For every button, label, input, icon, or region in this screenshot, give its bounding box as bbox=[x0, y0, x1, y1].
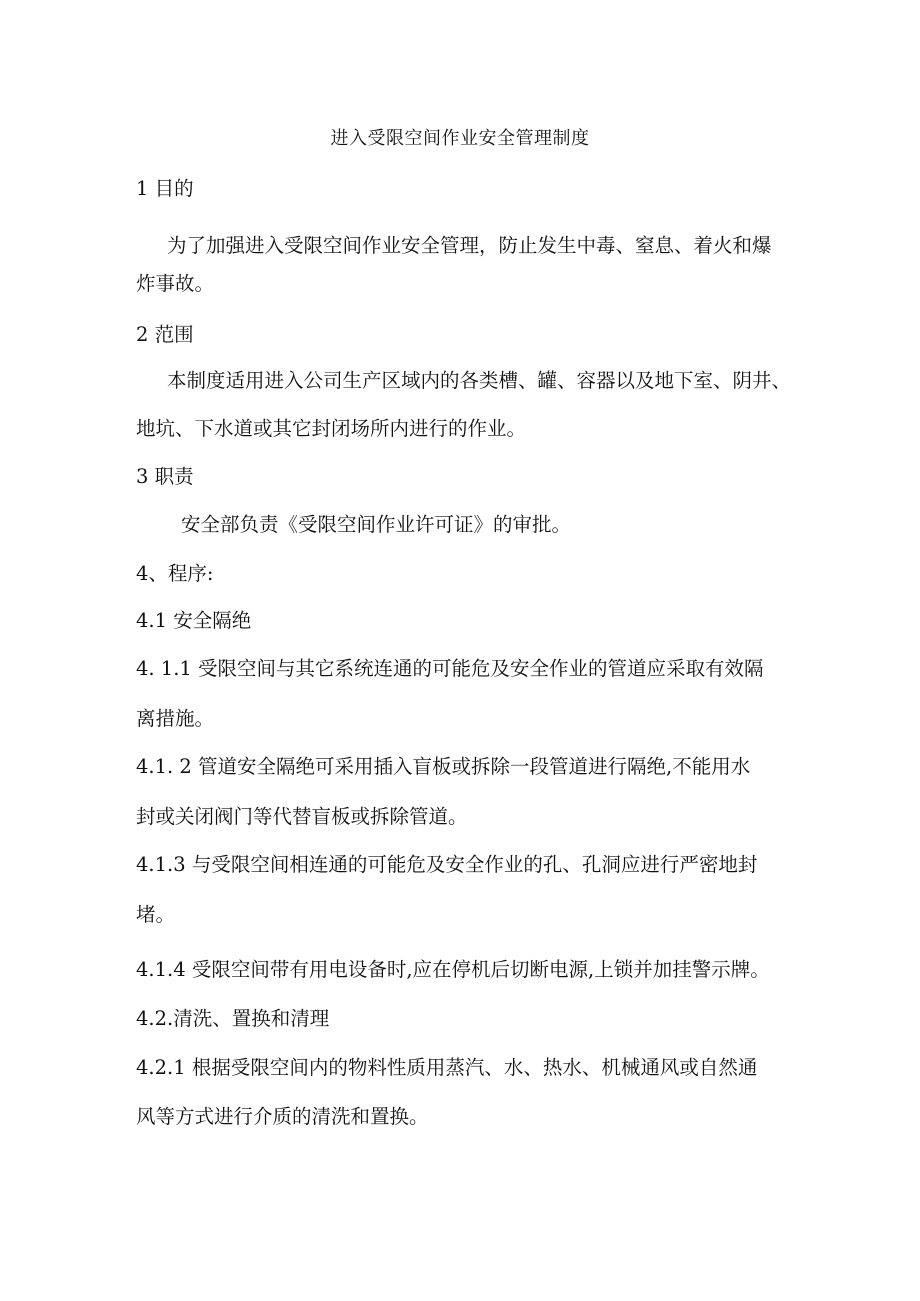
subsection-heading: 4.2.清洗、置换和清理 bbox=[136, 1007, 330, 1030]
section-heading-scope: 2 范围 bbox=[136, 323, 194, 346]
clause-line: 4.1. 2 管道安全隔绝可采用插入盲板或拆除一段管道进行隔绝,不能用水 bbox=[136, 755, 751, 778]
subsection-heading: 4.1 安全隔绝 bbox=[136, 609, 252, 632]
clause-line: 风等方式进行介质的清洗和置换。 bbox=[136, 1105, 429, 1128]
paragraph-line: 为了加强进入受限空间作业安全管理，防止发生中毒、窒息、着火和爆 bbox=[167, 234, 772, 257]
paragraph-line: 本制度适用进入公司生产区域内的各类槽、罐、容器以及地下室、阴井、 bbox=[167, 369, 792, 392]
section-heading-purpose: 1 目的 bbox=[136, 177, 194, 200]
paragraph-line: 地坑、下水道或其它封闭场所内进行的作业。 bbox=[136, 417, 527, 440]
section-heading-responsibility: 3 职责 bbox=[136, 465, 194, 488]
clause-line: 封或关闭阀门等代替盲板或拆除管道。 bbox=[136, 805, 468, 828]
paragraph-line: 安全部负责《受限空间作业许可证》的审批。 bbox=[181, 513, 572, 536]
document-title: 进入受限空间作业安全管理制度 bbox=[330, 128, 590, 149]
clause-line: 堵。 bbox=[136, 903, 176, 926]
section-heading-procedure: 4、程序: bbox=[136, 562, 214, 585]
clause-line: 4.1.4 受限空间带有用电设备时,应在停机后切断电源,上锁并加挂警示牌。 bbox=[136, 958, 770, 981]
clause-line: 4.1.3 与受限空间相连通的可能危及安全作业的孔、孔洞应进行严密地封 bbox=[136, 853, 758, 876]
clause-line: 4.2.1 根据受限空间内的物料性质用蒸汽、水、热水、机械通风或自然通 bbox=[136, 1056, 758, 1079]
paragraph-line: 炸事故。 bbox=[136, 272, 215, 295]
clause-line: 离措施。 bbox=[136, 707, 215, 730]
clause-line: 4. 1.1 受限空间与其它系统连通的可能危及安全作业的管道应采取有效隔 bbox=[136, 657, 764, 680]
